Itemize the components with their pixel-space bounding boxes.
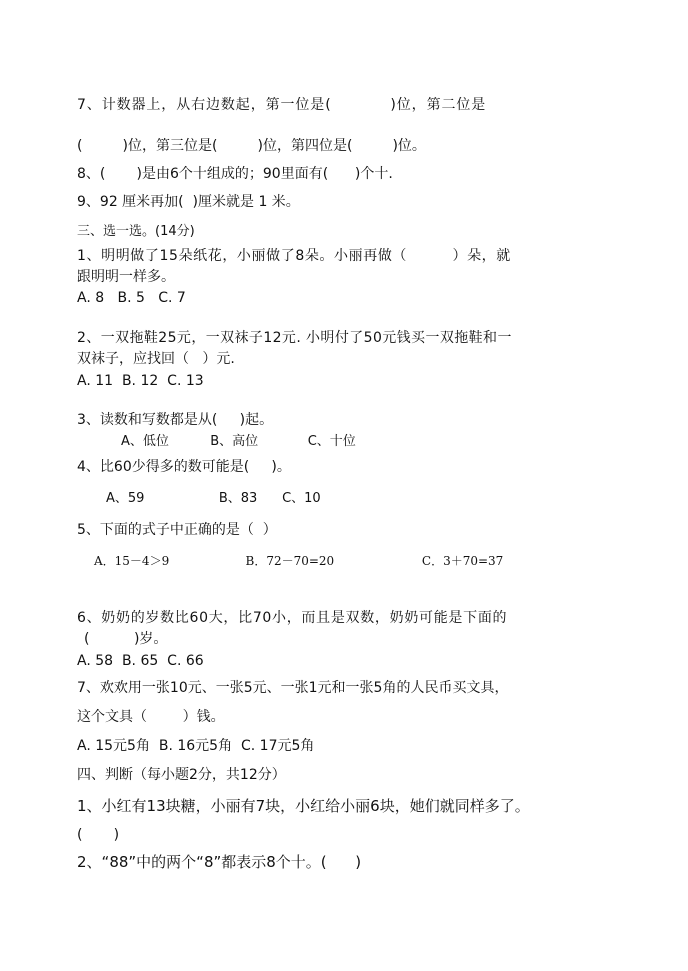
mc5-options: A．15－4＞9 B．72－70=20 C．3＋70=37 [94, 554, 504, 568]
mc3-options: A、低位 B、高位 C、十位 [121, 434, 356, 449]
mc4-options: A、59 B、83 C、10 [106, 491, 321, 506]
section-3-title: 三、选一选。(14分) [77, 224, 195, 239]
mc7-line1: 7、欢欢用一张10元、一张5元、一张1元和一张5角的人民币买文具， [77, 680, 509, 696]
mc7-options: A. 15元5角 B. 16元5角 C. 17元5角 [77, 738, 315, 754]
tf1-line2: ( ) [77, 827, 120, 843]
tf2-line1: 2、“88”中的两个“8”都表示8个十。( ) [77, 853, 362, 871]
mc1-line2: 跟明明一样多。 [77, 269, 175, 285]
mc7-line2: 这个文具（ ）钱。 [77, 709, 225, 725]
mc5-line1: 5、下面的式子中正确的是（ ） [77, 522, 277, 538]
mc6-options: A. 58 B. 65 C. 66 [77, 653, 204, 669]
mc1-options: A. 8 B. 5 C. 7 [77, 290, 186, 306]
mc6-line2: ( )岁。 [84, 631, 168, 647]
mc6-line1: 6、奶奶的岁数比60大，比70小，而且是双数，奶奶可能是下面的 [77, 610, 508, 626]
mc1-line1: 1、明明做了15朵纸花，小丽做了8朵。小丽再做（ ）朵，就 [77, 248, 511, 264]
mc2-line1: 2、一双拖鞋25元，一双袜子12元. 小明付了50元钱买一双拖鞋和一 [77, 330, 512, 346]
q9-text: 9、92 厘米再加( )厘米就是 1 米。 [77, 194, 300, 210]
mc4-line1: 4、比60少得多的数可能是( )。 [77, 459, 291, 475]
mc3-line1: 3、读数和写数都是从( )起。 [77, 412, 274, 428]
tf1-line1: 1、小红有13块糖，小丽有7块，小红给小丽6块，她们就同样多了。 [77, 797, 530, 815]
section-4-title: 四、判断（每小题2分，共12分） [77, 767, 286, 783]
q7-line2: ( )位，第三位是( )位，第四位是( )位。 [77, 138, 426, 154]
mc2-line2: 双袜子，应找回（ ）元. [77, 351, 235, 367]
q7-line1: 7、计数器上，从右边数起，第一位是( )位，第二位是 [77, 97, 487, 113]
q8-text: 8、( )是由6个十组成的；90里面有( )个十. [77, 166, 393, 182]
mc2-options: A. 11 B. 12 C. 13 [77, 373, 204, 389]
